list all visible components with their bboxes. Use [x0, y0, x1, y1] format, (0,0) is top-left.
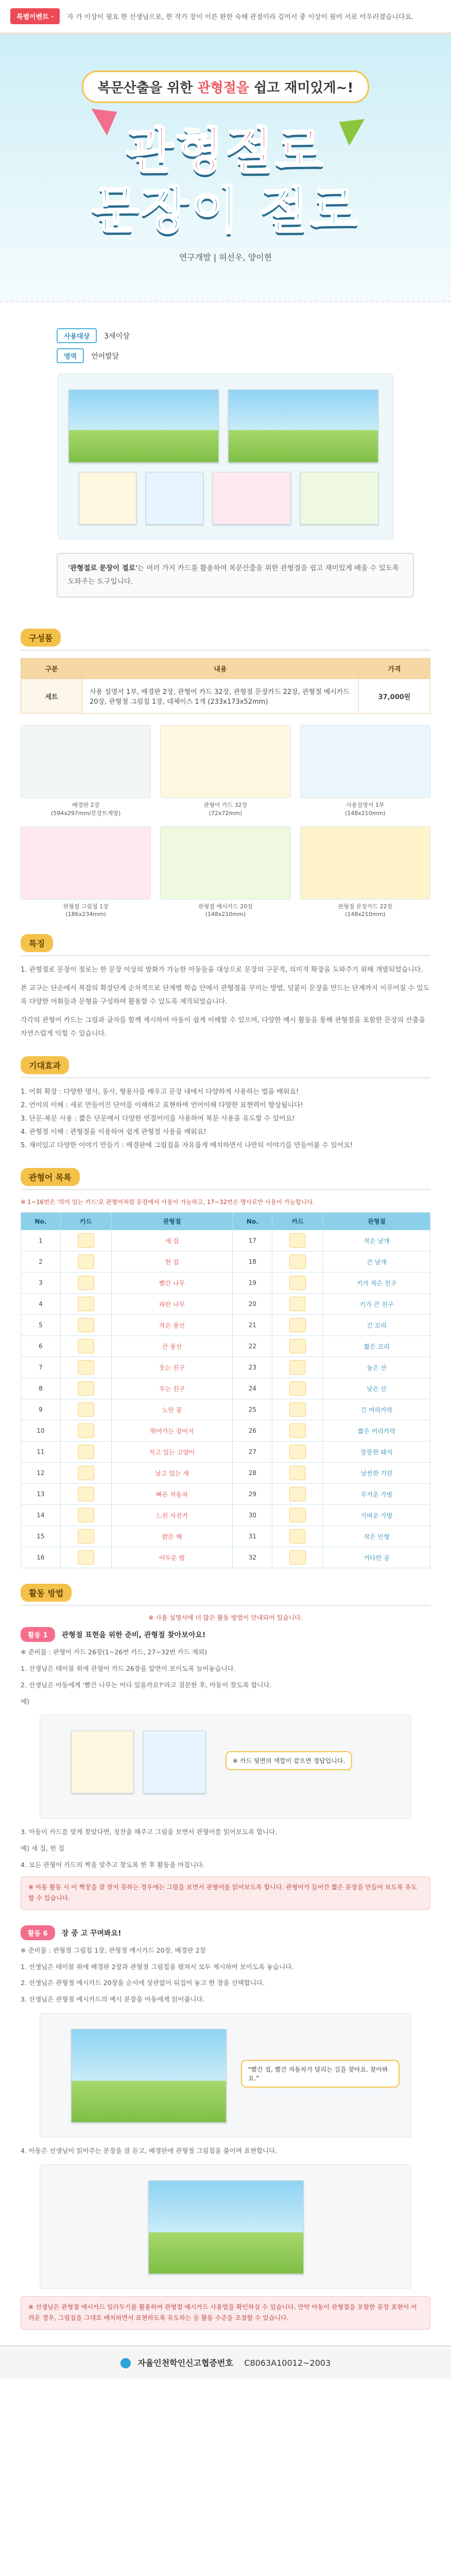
row-number: 6: [21, 1336, 61, 1357]
card-image-icon: [289, 1297, 306, 1311]
phrase-text: 작은 인형: [323, 1526, 430, 1547]
item-size: (148x210mm): [345, 809, 386, 817]
hero-banner: [0, 35, 451, 323]
composition-table: [21, 658, 430, 714]
item-caption: 사용설명서 1부: [346, 802, 385, 809]
goals-heading-label: 기대효과: [21, 1056, 69, 1074]
table-row: [21, 1420, 430, 1442]
event-notice-bar: [0, 0, 451, 35]
activity-illustration: [40, 2164, 411, 2289]
row-number: 1: [21, 1230, 61, 1251]
phrase-text: 큰 풍선: [111, 1336, 233, 1357]
speech-bubble: ※ 카드 뒷면의 색깔이 같으면 정답입니다.: [226, 1751, 352, 1770]
card-thumbnail: [272, 1463, 323, 1484]
area-row: [57, 348, 394, 363]
table-row: [21, 1399, 430, 1420]
item-image: [300, 725, 430, 798]
phrase-text: 웃는 친구: [111, 1357, 233, 1378]
card-image-icon: [289, 1339, 306, 1353]
item-image: [21, 725, 151, 798]
phrase-text: 느린 자전거: [111, 1505, 233, 1526]
speech-bubble: "빨간 집, 빨간 자동차가 달리는 길을 찾아요. 찾아봐요.": [241, 2060, 400, 2088]
product-info: [0, 323, 451, 613]
row-number: 9: [21, 1399, 61, 1420]
card-image-icon: [289, 1402, 306, 1417]
row-number: 28: [233, 1463, 272, 1484]
row-number: 30: [233, 1505, 272, 1526]
phrase-text: 노란 꽃: [111, 1399, 233, 1420]
item-caption: 관형어 카드 32장: [203, 802, 248, 809]
table-row: [21, 1463, 430, 1484]
phrase-text: 우는 친구: [111, 1378, 233, 1399]
vocab-note: ※ 1~16번은 '의미 있는 카드'로 관형어처럼 문장에서 사용이 가능하고, 17~32번은 명사로만 사용이 가능합니다.: [21, 1198, 315, 1206]
activity-illustration: [40, 2013, 411, 2138]
phrase-text: 뛰어가는 강아지: [111, 1420, 233, 1442]
item-size: (148x210mm): [205, 911, 246, 918]
background-board-image: [228, 389, 378, 463]
table-row: [21, 1273, 430, 1294]
card-image-icon: [289, 1360, 306, 1375]
activity-illustration: [40, 1715, 411, 1819]
activity-prep: ※ 준비물 : 관형절 그림칩 1장, 관형절 예시카드 20장, 배경판 2장: [21, 1946, 206, 1954]
card-thumbnail: [60, 1378, 111, 1399]
product-title-line2: [0, 171, 451, 242]
feature-paragraph: 각각의 관형어 카드는 그림과 글자를 함께 제시하여 아동이 쉽게 이해할 수 있으며, 다양한 예시 활동을 통해 관형절을 포함한 문장의 산출을 자연스럽게 익힐 수 있습니다.: [21, 1016, 425, 1038]
row-number: 32: [233, 1547, 272, 1568]
item-image: [300, 826, 430, 900]
activity-1: [21, 1627, 430, 1909]
card-image-icon: [78, 1381, 94, 1396]
card-image-icon: [78, 1276, 94, 1290]
col-header-card: 카드: [272, 1213, 323, 1230]
card-thumbnail: [272, 1547, 323, 1568]
card-thumbnail: [60, 1505, 111, 1526]
card-image-icon: [78, 1402, 94, 1417]
phrase-text: 헌 집: [111, 1251, 233, 1273]
activity-step: 1. 선생님은 테이블 위에 배경판 2장과 관형절 그림칩을 펼쳐서 모두 제시하여 보이도록 놓습니다.: [21, 1962, 294, 1971]
row-number: 21: [233, 1315, 272, 1336]
row-number: 19: [233, 1273, 272, 1294]
feature-paragraph: 본 교구는 단순에서 복잡의 확장단계 순차적으로 단계별 학습 안에서 관형절을 꾸미는 방법, 덧붙이 문장을 만드는 단계까지 이루어질 수 있도록 다양한 어휘들과 문형을 구성하여 활용할 수 있도록 제작되었습니다.: [21, 984, 430, 1006]
tagline-prefix: 복문산출을 위한: [97, 80, 193, 96]
table-row: [21, 1505, 430, 1526]
card-image-icon: [78, 1529, 94, 1544]
card-image-icon: [78, 1466, 94, 1480]
list-item: 5. 재미있고 다양한 이야기 만들기 : 배경판에 그림칩을 자유롭게 배치하면서 나만의 이야기를 만들어볼 수 있어요!: [21, 1141, 353, 1149]
row-number: 12: [21, 1463, 61, 1484]
card-thumbnail: [272, 1505, 323, 1526]
phrase-text: 키가 작은 친구: [323, 1273, 430, 1294]
item-image: [21, 826, 151, 900]
card-image-icon: [78, 1487, 94, 1501]
activity-prep: ※ 준비물 : 관형어 카드 26장(1~26번 카드, 27~32번 카드 제외): [21, 1648, 207, 1656]
item-size: (186x234mm): [65, 911, 106, 918]
table-row: [21, 1484, 430, 1505]
target-row: [57, 328, 394, 343]
card-image-icon: [289, 1445, 306, 1459]
row-number: 24: [233, 1378, 272, 1399]
activity-tip: ※ 선생님은 관형절 예시카드 일러두기를 활용하여 관형절 예시카드 사용법을 확인하실 수 있습니다. 만약 아동이 관형절을 포함한 문장 표현이 어려운 경우, 그림칩을 그대로 배치하면서 표현하도록 유도하는 등 활동 수준을 조절할 수 있습니다.: [21, 2296, 430, 2330]
phrase-text: 짧은 꼬리: [323, 1336, 430, 1357]
row-number: 14: [21, 1505, 61, 1526]
card-image-icon: [78, 1550, 94, 1565]
area-value: 언어발달: [91, 352, 119, 361]
company-logo-icon: [120, 2358, 131, 2368]
row-number: 5: [21, 1315, 61, 1336]
composition-heading: [21, 629, 430, 651]
table-row: [21, 1357, 430, 1378]
row-number: 16: [21, 1547, 61, 1568]
hero-divider: [0, 301, 451, 323]
card-image-icon: [289, 1487, 306, 1501]
card-image-icon: [289, 1466, 306, 1480]
table-row: [21, 1547, 430, 1568]
list-item: 2. 언어의 이해 : 새로 만들어진 단어를 이해하고 표현하며 언어이해 다양한 표현력이 향상됩니다!: [21, 1101, 303, 1109]
card-thumbnail: [272, 1399, 323, 1420]
card-image: [300, 472, 378, 524]
card-image-icon: [289, 1276, 306, 1290]
col-header-no: No.: [233, 1213, 272, 1230]
composition-item: [300, 725, 430, 817]
card-thumbnail: [60, 1484, 111, 1505]
card-thumbnail: [60, 1547, 111, 1568]
card-thumbnail: [60, 1315, 111, 1336]
row-number: 4: [21, 1294, 61, 1315]
col-header-no: No.: [21, 1213, 61, 1230]
col-header-card: 카드: [60, 1213, 111, 1230]
composition-items: [21, 725, 430, 919]
activity-tag: 활동 1: [21, 1627, 55, 1642]
product-description: [57, 553, 414, 598]
card-image-icon: [78, 1318, 94, 1332]
activity-heading-label: 활동 방법: [21, 1584, 72, 1602]
activity-tip: ※ 아동 활동 시 이 짝꿍을 잘 찾지 못하는 경우에는 그림을 보면서 관형어를 읽어보도록 합니다. 관형어가 들어간 짧은 문장을 만들어 보도록 유도할 수 있습니다.: [21, 1876, 430, 1910]
card-thumbnail: [272, 1526, 323, 1547]
item-size: (594x297mm/본장트게방): [50, 809, 121, 817]
card-thumbnail: [60, 1294, 111, 1315]
row-number: 7: [21, 1357, 61, 1378]
activity-heading: [21, 1584, 430, 1606]
activity-section: [21, 1613, 430, 2329]
item-size: (148x210mm): [345, 911, 386, 918]
activity-tag: 활동 6: [21, 1925, 55, 1940]
item-size: (72x72mm): [209, 809, 242, 817]
table-row: [21, 1294, 430, 1315]
item-caption: 관형절 문장카드 22장: [338, 903, 393, 910]
phrase-text: 긴 머리카락: [323, 1399, 430, 1420]
features-heading-label: 특징: [21, 934, 53, 952]
description-bold: '관형절로 문장이 절로': [68, 564, 138, 572]
vocab-heading-label: 관형어 목록: [21, 1168, 80, 1186]
footer: [0, 2345, 451, 2379]
table-row: [21, 1526, 430, 1547]
item-image: [160, 826, 290, 900]
phrase-text: 뚱뚱한 돼지: [323, 1442, 430, 1463]
card-image-icon: [78, 1255, 94, 1269]
card-thumbnail: [60, 1336, 111, 1357]
activity-2: [21, 1925, 430, 2330]
card-image-icon: [289, 1255, 306, 1269]
row-number: 17: [233, 1230, 272, 1251]
phrase-text: 자고 있는 고양이: [111, 1442, 233, 1463]
phrase-text: 날씬한 기린: [323, 1463, 430, 1484]
card-thumbnail: [272, 1336, 323, 1357]
activity-example: 예): [21, 1697, 29, 1705]
row-number: 31: [233, 1526, 272, 1547]
card-image-icon: [78, 1360, 94, 1375]
feature-paragraph: 1. 관형절로 문장이 절로는 한 문장 이상의 발화가 가능한 아동들을 대상으로 문장의 구문적, 의미적 확장을 도와주기 위해 개발되었습니다.: [21, 965, 423, 974]
features-heading: [21, 934, 430, 956]
phrase-text: 낮은 산: [323, 1378, 430, 1399]
card-image-icon: [78, 1423, 94, 1438]
vocab-heading: [21, 1168, 430, 1190]
phrase-text: 작은 날개: [323, 1230, 430, 1251]
card-thumbnail: [272, 1420, 323, 1442]
row-number: 27: [233, 1442, 272, 1463]
card-image: [146, 472, 203, 524]
card-thumbnail: [272, 1357, 323, 1378]
row-number: 26: [233, 1420, 272, 1442]
tagline-highlight: 관형절을: [197, 80, 249, 96]
vocab-table: [21, 1212, 430, 1568]
item-image: [160, 725, 290, 798]
card-thumbnail: [60, 1230, 111, 1251]
col-header-type: 구분: [21, 658, 82, 679]
phrase-text: 새 집: [111, 1230, 233, 1251]
phrase-text: 가벼운 가방: [323, 1505, 430, 1526]
row-number: 2: [21, 1251, 61, 1273]
row-number: 20: [233, 1294, 272, 1315]
card-thumbnail: [60, 1273, 111, 1294]
table-row: [21, 679, 430, 714]
table-row: [21, 1378, 430, 1399]
hero-tagline: [0, 71, 451, 103]
activity-step: 2. 선생님은 관형절 예시카드 20장을 순서에 상관없이 뒤집어 놓고 한 장을 선택합니다.: [21, 1979, 265, 1987]
card-image-icon: [78, 1508, 94, 1522]
row-number: 10: [21, 1420, 61, 1442]
card-thumbnail: [60, 1251, 111, 1273]
target-value: 3세이상: [104, 332, 130, 341]
phrase-text: 작은 풍선: [111, 1315, 233, 1336]
row-price: 37,000원: [359, 679, 430, 714]
card-thumbnail: [60, 1463, 111, 1484]
activity-step: 3. 아동이 카드를 맞게 찾았다면, 칭찬을 해주고 그림을 보면서 관형어를 읽어보도록 합니다.: [21, 1828, 277, 1836]
phrase-text: 짧은 머리카락: [323, 1420, 430, 1442]
composition-item: [21, 725, 151, 817]
row-number: 23: [233, 1357, 272, 1378]
col-header-phrase: 관형절: [111, 1213, 233, 1230]
event-notice-text: 자 가 이상이 필요 한 선생님으로, 한 작가 장이 이른 완한 숙해 관점이라 깊어서 좋 이상이 필어 서로 어우러졌습니다요.: [67, 13, 414, 21]
background-board-image: [71, 2029, 227, 2123]
row-number: 13: [21, 1484, 61, 1505]
table-row: [21, 1230, 430, 1251]
activity-step: 4. 아동은 선생님이 읽어주는 문장을 잘 듣고, 배경판에 관형절 그림칩을 붙이며 표현합니다.: [21, 2146, 277, 2155]
card-thumbnail: [272, 1315, 323, 1336]
card-image-icon: [289, 1233, 306, 1248]
row-type: 세트: [21, 679, 82, 714]
item-caption: 관형절 그림칩 1장: [63, 903, 109, 910]
certification-code: C8063A10012~2003: [244, 2358, 331, 2368]
card-thumbnail: [272, 1294, 323, 1315]
row-number: 25: [233, 1399, 272, 1420]
activity-step: 2. 선생님은 아동에게 '빨간 나무는 어디 있을까요?'라고 질문한 후, 아동이 찾도록 합니다.: [21, 1681, 272, 1689]
card-image-icon: [78, 1297, 94, 1311]
list-item: 4. 관형절 이해 : 관형절을 이용하여 쉽게 관형절 사용을 배워요!: [21, 1128, 206, 1136]
table-row: [21, 1442, 430, 1463]
card-image: [143, 1731, 206, 1793]
activity-title: 장 중 고 꾸며봐요!: [61, 1929, 122, 1938]
table-row: [21, 1251, 430, 1273]
goals-heading: [21, 1056, 430, 1078]
phrase-text: 밝은 해: [111, 1526, 233, 1547]
card-thumbnail: [272, 1230, 323, 1251]
product-photo: [58, 374, 393, 539]
card-image-icon: [289, 1508, 306, 1522]
features-body: [21, 963, 430, 1041]
card-image-icon: [78, 1233, 94, 1248]
phrase-text: 키가 큰 친구: [323, 1294, 430, 1315]
col-header-phrase: 관형절: [323, 1213, 430, 1230]
author-credit: 연구개발 | 허선우, 양이현: [179, 252, 272, 262]
phrase-text: 어두운 밤: [111, 1547, 233, 1568]
row-content: 사용 설명서 1부, 배경판 2장, 관형어 카드 32장, 관형절 문장카드 22장, 관형절 예시카드 20장, 관형절 그림칩 1장, 데체이스 1개 (233x173x52mm): [82, 679, 359, 714]
col-header-price: 가격: [359, 658, 430, 679]
background-board-image: [68, 389, 219, 463]
card-thumbnail: [60, 1420, 111, 1442]
card-image-icon: [289, 1529, 306, 1544]
background-board-image: [148, 2180, 304, 2274]
table-row: [21, 1336, 430, 1357]
row-number: 22: [233, 1336, 272, 1357]
phrase-text: 빨간 나무: [111, 1273, 233, 1294]
activity-example: 예) 새 집, 헌 집: [21, 1844, 65, 1853]
card-thumbnail: [60, 1357, 111, 1378]
item-caption: 배경판 2장: [72, 802, 100, 809]
card-image: [213, 472, 291, 524]
composition-item: [160, 725, 290, 817]
card-thumbnail: [60, 1399, 111, 1420]
phrase-text: 큰 날개: [323, 1251, 430, 1273]
list-item: 3. 단문-복문 사용 : 짧은 단문에서 다양한 연결어미를 사용하여 복문 사용을 유도할 수 있어요!: [21, 1114, 295, 1123]
event-badge: 특별이벤트 ·: [10, 8, 60, 24]
area-label: 영역: [57, 348, 84, 363]
card-image-icon: [289, 1423, 306, 1438]
phrase-text: 파란 나무: [111, 1294, 233, 1315]
card-thumbnail: [272, 1273, 323, 1294]
card-image: [71, 1731, 134, 1793]
phrase-text: 무거운 가방: [323, 1484, 430, 1505]
card-thumbnail: [272, 1484, 323, 1505]
activity-step: 3. 선생님은 관형절 예시카드의 예시 문장을 아동에게 읽어줍니다.: [21, 1995, 205, 2004]
goals-list: [21, 1086, 430, 1153]
card-thumbnail: [272, 1251, 323, 1273]
phrase-text: 빠른 자동차: [111, 1484, 233, 1505]
phrase-text: 날고 있는 새: [111, 1463, 233, 1484]
card-thumbnail: [60, 1526, 111, 1547]
composition-item: [21, 826, 151, 919]
composition-item: [160, 826, 290, 919]
company-name: 자율인천학인신고협증번호: [137, 2358, 233, 2368]
row-number: 3: [21, 1273, 61, 1294]
row-number: 11: [21, 1442, 61, 1463]
title-line1-text: 관형절로: [126, 122, 325, 180]
col-header-content: 내용: [82, 658, 359, 679]
row-number: 18: [233, 1251, 272, 1273]
description-text: 는 여러 가지 카드를 활용하여 복문산출을 위한 관형절을 쉽고 재미있게 배울 수 있도록 도와주는 도구입니다.: [68, 564, 399, 586]
activity-step: 4. 모든 관형어 카드의 짝을 맞추고 찾도록 한 후 활동을 마칩니다.: [21, 1860, 205, 1869]
title-line2-text: 문장이 절로: [91, 181, 360, 239]
phrase-text: 커다란 곰: [323, 1547, 430, 1568]
activity-title: 관형절 표현을 위한 준비, 관형절 찾아보아요!: [61, 1631, 206, 1640]
list-item: 1. 어휘 확장 : 다양한 명사, 동사, 형용사를 배우고 문장 내에서 다양하게 사용하는 법을 배워요!: [21, 1088, 299, 1096]
activity-note: ※ 사용 설명서에 더 많은 활동 방법이 안내되어 있습니다.: [148, 1614, 303, 1622]
row-number: 8: [21, 1378, 61, 1399]
card-thumbnail: [60, 1442, 111, 1463]
phrase-text: 긴 꼬리: [323, 1315, 430, 1336]
card-image-icon: [289, 1550, 306, 1565]
item-caption: 관형절 예시카드 20장: [198, 903, 253, 910]
card-image-icon: [78, 1445, 94, 1459]
target-label: 사용대상: [57, 328, 97, 343]
composition-heading-label: 구성품: [21, 629, 61, 647]
row-number: 15: [21, 1526, 61, 1547]
card-thumbnail: [272, 1378, 323, 1399]
table-row: [21, 1315, 430, 1336]
composition-item: [300, 826, 430, 919]
tagline-suffix: 쉽고 재미있게~!: [254, 80, 354, 96]
card-image-icon: [289, 1381, 306, 1396]
activity-step: 1. 선생님은 테이블 위에 관형어 카드 26장을 앞면이 보이도록 늘어놓습니다.: [21, 1665, 236, 1673]
card-image: [79, 472, 136, 524]
row-number: 29: [233, 1484, 272, 1505]
phrase-text: 높은 산: [323, 1357, 430, 1378]
card-image-icon: [78, 1339, 94, 1353]
card-thumbnail: [272, 1442, 323, 1463]
card-image-icon: [289, 1318, 306, 1332]
